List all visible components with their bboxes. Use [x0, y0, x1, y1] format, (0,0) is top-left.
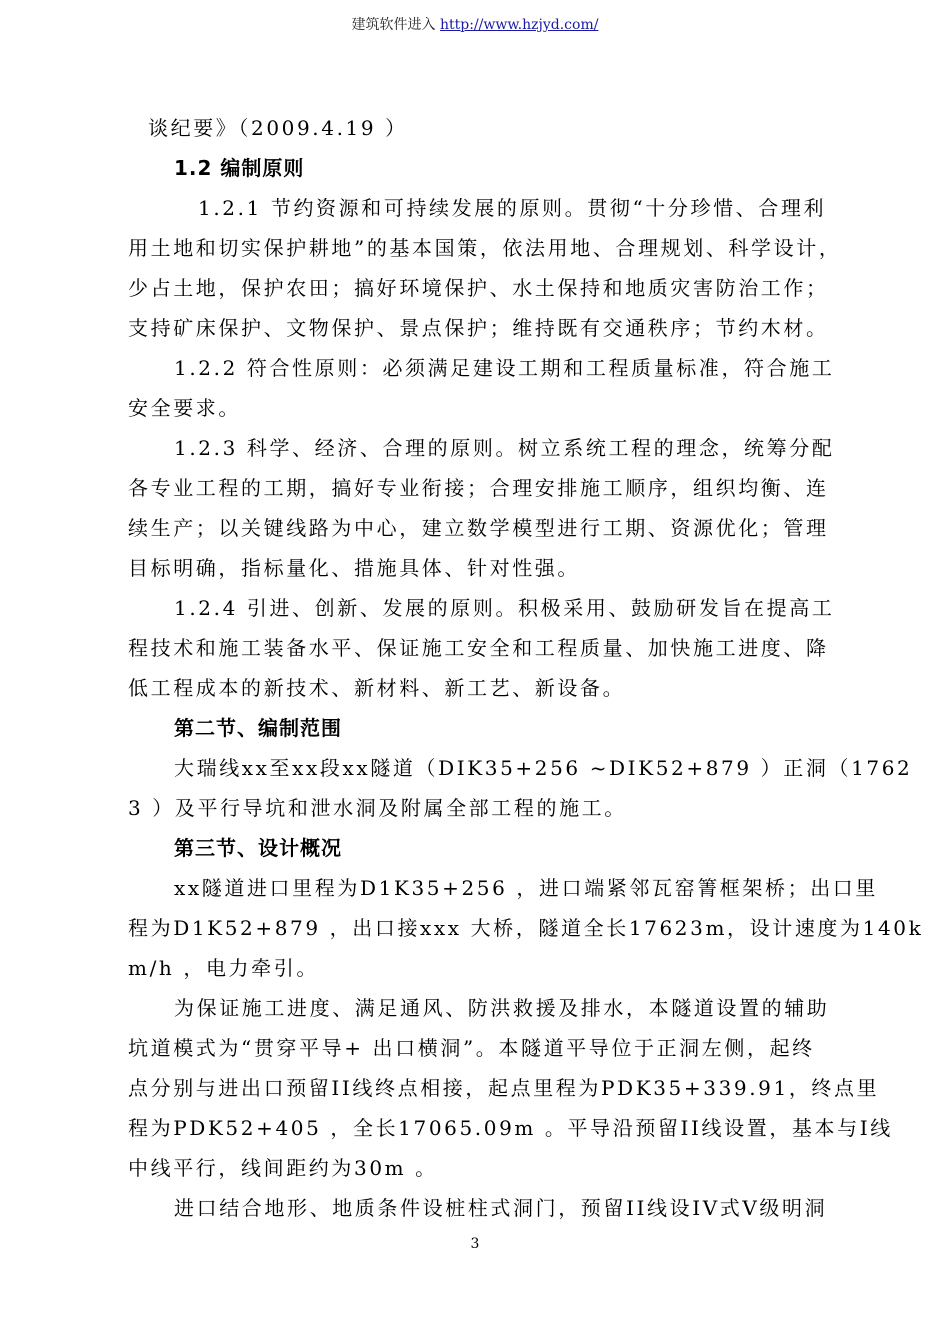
header-link[interactable]: http://www.hzjyd.com/ — [440, 17, 599, 33]
section-heading: 第三节、设计概况 — [174, 836, 342, 860]
text-line: m/h ，电力牵引。 — [128, 956, 319, 980]
text-line: 程为PDK52+405 ，全长17065.09m 。平导沿预留II线设置，基本与I线 — [128, 1116, 893, 1140]
text-line: 低工程成本的新技术、新材料、新工艺、新设备。 — [128, 676, 626, 700]
section-heading: 第二节、编制范围 — [174, 716, 342, 740]
text-line: 为保证施工进度、满足通风、防洪救援及排水，本隧道设置的辅助 — [174, 996, 830, 1020]
text-line: 支持矿床保护、文物保护、景点保护；维持既有交通秩序；节约木材。 — [128, 316, 829, 340]
text-line: 大瑞线xx至xx段xx隧道（DIK35+256 ~DIK52+879 ）正洞（1762 — [174, 756, 913, 780]
document-body — [128, 108, 924, 1228]
text-line: 谈纪要》（2009.4.19 ） — [148, 116, 408, 140]
page-header — [0, 14, 950, 34]
text-line: 用土地和切实保护耕地”的基本国策，依法用地、合理规划、科学设计， — [128, 236, 842, 260]
section-heading: 1.2 编制原则 — [174, 156, 305, 180]
text-line: 点分别与进出口预留II线终点相接，起点里程为PDK35+339.91，终点里 — [128, 1076, 880, 1100]
text-line: 进口结合地形、地质条件设桩柱式洞门，预留II线设IV式V级明洞 — [174, 1196, 828, 1220]
text-line: 1.2.1 节约资源和可持续发展的原则。贯彻“十分珍惜、合理利 — [198, 196, 827, 220]
text-line: 1.2.4 引进、创新、发展的原则。积极采用、鼓励研发旨在提高工 — [174, 596, 835, 620]
text-line: 安全要求。 — [128, 396, 241, 420]
text-line: 少占土地，保护农田；搞好环境保护、水土保持和地质灾害防治工作； — [128, 276, 829, 300]
text-line: 续生产；以关键线路为中心，建立数学模型进行工期、资源优化；管理 — [128, 516, 829, 540]
text-line: 坑道模式为“贯穿平导+ 出口横洞”。本隧道平导位于正洞左侧，起终 — [128, 1036, 815, 1060]
page-number: 3 — [470, 1236, 480, 1252]
text-line: 1.2.2 符合性原则：必须满足建设工期和工程质量标准，符合施工 — [174, 356, 835, 380]
text-line: 中线平行，线间距约为30m 。 — [128, 1156, 438, 1180]
text-line: 3 ）及平行导坑和泄水洞及附属全部工程的施工。 — [128, 796, 627, 820]
text-line: 程技术和施工装备水平、保证施工安全和工程质量、加快施工进度、降 — [128, 636, 829, 660]
text-line: 各专业工程的工期，搞好专业衔接；合理安排施工顺序，组织均衡、连 — [128, 476, 829, 500]
text-line: 程为D1K52+879 ，出口接xxx 大桥，隧道全长17623m，设计速度为140k — [128, 916, 924, 940]
text-line: xx隧道进口里程为D1K35+256 ，进口端紧邻瓦窑箐框架桥；出口里 — [174, 876, 878, 900]
text-line: 目标明确，指标量化、措施具体、针对性强。 — [128, 556, 580, 580]
text-line: 1.2.3 科学、经济、合理的原则。树立系统工程的理念，统筹分配 — [174, 436, 835, 460]
header-text: 建筑软件进入 — [351, 17, 440, 33]
